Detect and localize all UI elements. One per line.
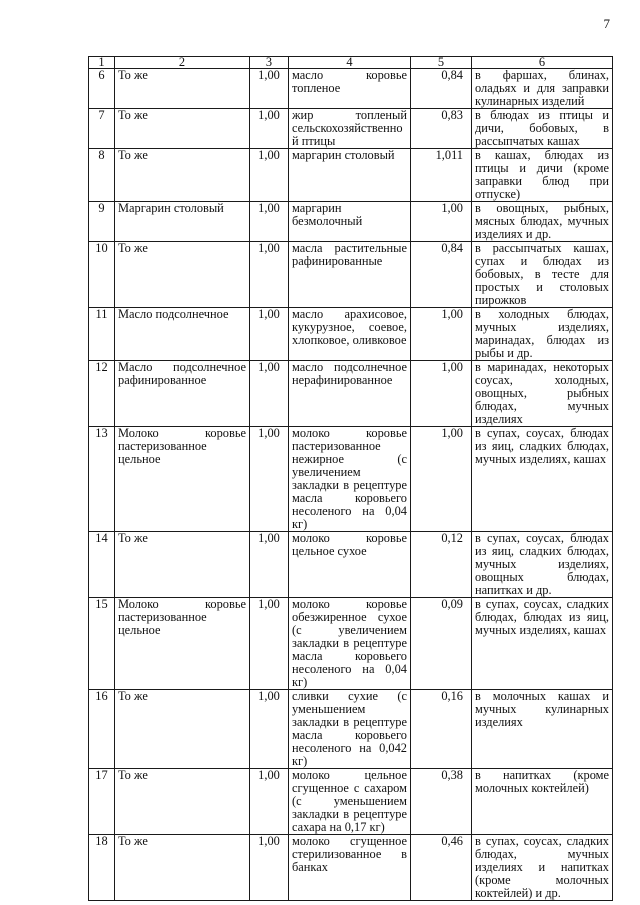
table-row [89,532,613,598]
ratio-cell: 0,84 [411,69,472,109]
table-row [89,202,613,242]
product-cell: Масло подсолнечное рафинированное [115,361,250,427]
usage-cell: в супах, соусах, сладких блюдах, блюдах из яиц, мучных изделиях, кашах [472,598,613,690]
table-row [89,427,613,532]
usage-cell: в кашах, блюдах из птицы и дичи (кроме заправки блюд при отпуске) [472,149,613,202]
weight-cell: 1,00 [250,109,289,149]
weight-cell: 1,00 [250,690,289,769]
table-row [89,109,613,149]
ratio-cell: 0,38 [411,769,472,835]
row-number-cell: 15 [89,598,115,690]
row-number-cell: 10 [89,242,115,308]
usage-cell: в супах, соусах, блюдах из яиц, сладких блюдах, мучных изделиях, овощных блюдах, напитках и др. [472,532,613,598]
substitute-cell: молоко коровье обезжиренное сухое (с увеличением закладки в рецептуре масла коровьего несоленого на 0,04 кг) [289,598,411,690]
weight-cell: 1,00 [250,835,289,901]
weight-cell: 1,00 [250,769,289,835]
table-row [89,308,613,361]
table-row [89,149,613,202]
substitute-cell: масло подсолнечное нерафинированное [289,361,411,427]
substitute-cell: маргарин столовый [289,149,411,202]
row-number-cell: 14 [89,532,115,598]
usage-cell: в рассыпчатых кашах, супах и блюдах из бобовых, в тесте для простых и столовых пирожков [472,242,613,308]
product-cell: Молоко коровье пастеризованное цельное [115,598,250,690]
table-row [89,769,613,835]
usage-cell: в маринадах, некоторых соусах, холодных, овощных, рыбных блюдах, мучных изделиях [472,361,613,427]
weight-cell: 1,00 [250,598,289,690]
ratio-cell: 1,00 [411,427,472,532]
usage-cell: в фаршах, блинах, оладьях и для заправки кулинарных изделий [472,69,613,109]
table-row [89,690,613,769]
table-row [89,242,613,308]
substitution-table [88,56,613,901]
weight-cell: 1,00 [250,308,289,361]
ratio-cell: 1,00 [411,202,472,242]
row-number-cell: 11 [89,308,115,361]
row-number-cell: 9 [89,202,115,242]
ratio-cell: 0,12 [411,532,472,598]
column-header: 6 [472,57,613,69]
substitute-cell: молоко цельное сгущенное с сахаром (с уменьшением закладки в рецептуре сахара на 0,17 кг) [289,769,411,835]
row-number-cell: 13 [89,427,115,532]
usage-cell: в овощных, рыбных, мясных блюдах, мучных изделиях и др. [472,202,613,242]
product-cell: Масло подсолнечное [115,308,250,361]
header-row [89,57,613,69]
row-number-cell: 12 [89,361,115,427]
weight-cell: 1,00 [250,242,289,308]
product-cell: То же [115,769,250,835]
usage-cell: в супах, соусах, сладких блюдах, мучных изделиях и напитках (кроме молочных коктейлей) и др. [472,835,613,901]
usage-cell: в напитках (кроме молочных коктейлей) [472,769,613,835]
usage-cell: в блюдах из птицы и дичи, бобовых, в рассыпчатых кашах [472,109,613,149]
substitute-cell: масла растительные рафинированные [289,242,411,308]
ratio-cell: 1,011 [411,149,472,202]
weight-cell: 1,00 [250,532,289,598]
substitute-cell: маргарин безмолочный [289,202,411,242]
column-header: 1 [89,57,115,69]
product-cell: То же [115,69,250,109]
ratio-cell: 0,46 [411,835,472,901]
row-number-cell: 7 [89,109,115,149]
column-header: 3 [250,57,289,69]
substitute-cell: молоко коровье цельное сухое [289,532,411,598]
substitute-cell: жир топленый сельскохозяйственной птицы [289,109,411,149]
weight-cell: 1,00 [250,202,289,242]
weight-cell: 1,00 [250,427,289,532]
usage-cell: в молочных кашах и мучных кулинарных изделиях [472,690,613,769]
product-cell: То же [115,109,250,149]
row-number-cell: 6 [89,69,115,109]
product-cell: То же [115,532,250,598]
substitute-cell: сливки сухие (с уменьшением закладки в рецептуре масла коровьего несоленого на 0,042 кг) [289,690,411,769]
product-cell: То же [115,690,250,769]
row-number-cell: 17 [89,769,115,835]
ratio-cell: 0,83 [411,109,472,149]
table-row [89,598,613,690]
substitute-cell: молоко сгущенное стерилизованное в банках [289,835,411,901]
column-header: 5 [411,57,472,69]
table-body [89,69,613,901]
row-number-cell: 16 [89,690,115,769]
table-row [89,361,613,427]
product-cell: То же [115,835,250,901]
usage-cell: в супах, соусах, блюдах из яиц, сладких блюдах, мучных изделиях, кашах [472,427,613,532]
substitute-cell: масло коровье топленое [289,69,411,109]
substitute-cell: молоко коровье пастеризованное нежирное (с увеличением закладки в рецептуре масла коровьего несоленого на 0,04 кг) [289,427,411,532]
ratio-cell: 1,00 [411,361,472,427]
weight-cell: 1,00 [250,69,289,109]
product-cell: То же [115,149,250,202]
product-cell: Молоко коровье пастеризованное цельное [115,427,250,532]
ratio-cell: 0,09 [411,598,472,690]
column-header: 2 [115,57,250,69]
table-row [89,69,613,109]
column-header: 4 [289,57,411,69]
table-row [89,835,613,901]
ratio-cell: 0,16 [411,690,472,769]
page-number: 7 [603,16,610,31]
ratio-cell: 1,00 [411,308,472,361]
weight-cell: 1,00 [250,149,289,202]
product-cell: То же [115,242,250,308]
substitute-cell: масло арахисовое, кукурузное, соевое, хлопковое, оливковое [289,308,411,361]
usage-cell: в холодных блюдах, мучных изделиях, маринадах, блюдах из рыбы и др. [472,308,613,361]
row-number-cell: 18 [89,835,115,901]
product-cell: Маргарин столовый [115,202,250,242]
row-number-cell: 8 [89,149,115,202]
weight-cell: 1,00 [250,361,289,427]
ratio-cell: 0,84 [411,242,472,308]
